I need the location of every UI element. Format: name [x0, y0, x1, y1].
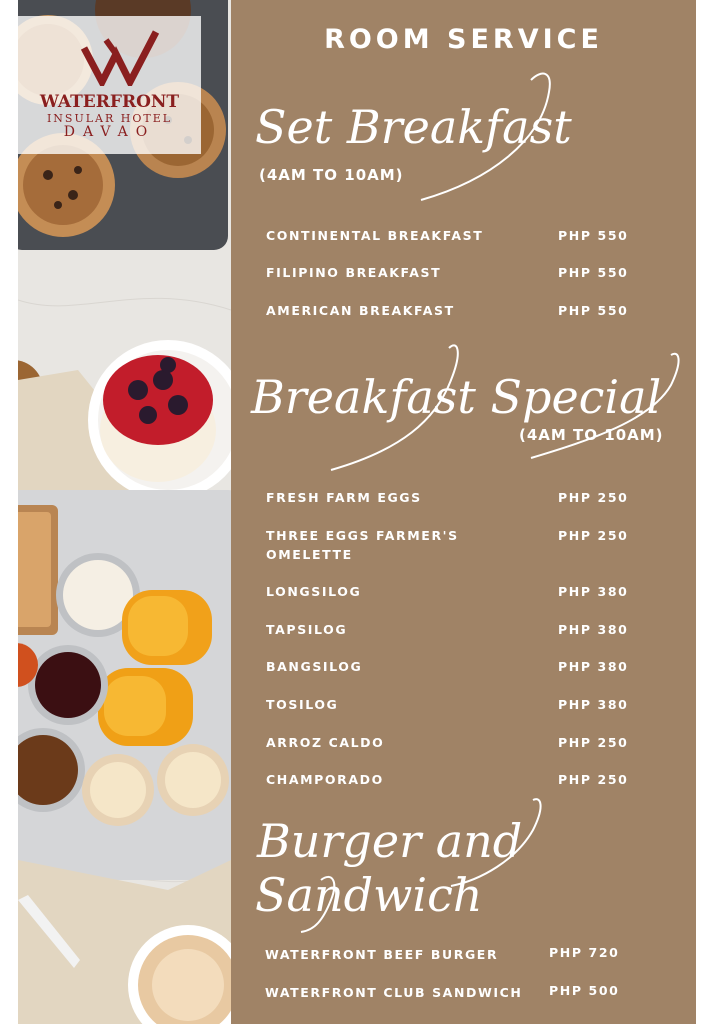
menu-item-price: PHP 250 [558, 772, 629, 787]
menu-item-price: PHP 720 [549, 945, 620, 960]
section-title-set-breakfast: Set Breakfast [255, 100, 572, 154]
menu-item-name: THREE EGGS FARMER'S OMELETTE [266, 528, 459, 562]
menu-item-name: FRESH FARM EGGS [266, 490, 422, 505]
section-title-breakfast-special: Breakfast Special [251, 370, 662, 424]
menu-item-name: FILIPINO BREAKFAST [266, 265, 442, 280]
logo-subtitle: INSULAR HOTEL [46, 112, 173, 125]
menu-item-name: WATERFRONT BEEF BURGER [265, 947, 499, 962]
menu-item-price: PHP 380 [558, 584, 629, 599]
food-photo-panel [18, 0, 231, 1024]
menu-item-price: PHP 550 [558, 265, 629, 280]
section-title-sandwich: Sandwich [255, 868, 483, 922]
menu-item-price: PHP 250 [558, 735, 629, 750]
waterfront-logo-icon [80, 28, 160, 86]
menu-item-price: PHP 550 [558, 228, 629, 243]
menu-item-price: PHP 380 [558, 659, 629, 674]
menu-item-name: BANGSILOG [266, 659, 363, 674]
menu-item-price: PHP 550 [558, 303, 629, 318]
menu-item-name: CONTINENTAL BREAKFAST [266, 228, 484, 243]
menu-item-name: ARROZ CALDO [266, 735, 385, 750]
menu-item-price: PHP 250 [558, 528, 629, 543]
menu-item-name: TOSILOG [266, 697, 339, 712]
menu-item-price: PHP 380 [558, 622, 629, 637]
menu-item-name: LONGSILOG [266, 584, 362, 599]
menu-item-name: AMERICAN BREAKFAST [266, 303, 455, 318]
set-breakfast-hours: (4AM TO 10AM) [259, 166, 404, 184]
menu-item-price: PHP 380 [558, 697, 629, 712]
section-title-burger: Burger and [257, 814, 523, 868]
logo-name: WATERFRONT [39, 92, 180, 112]
menu-item-name: TAPSILOG [266, 622, 348, 637]
menu-item-name: CHAMPORADO [266, 772, 384, 787]
menu-item-price: PHP 250 [558, 490, 629, 505]
hotel-logo [18, 16, 201, 154]
menu-item-name: WATERFRONT CLUB SANDWICH [265, 985, 523, 1000]
breakfast-special-hours: (4AM TO 10AM) [519, 426, 664, 444]
logo-city: DAVAO [63, 124, 156, 140]
menu-panel [231, 0, 696, 1024]
page-title: ROOM SERVICE [324, 24, 603, 55]
menu-item-price: PHP 500 [549, 983, 620, 998]
